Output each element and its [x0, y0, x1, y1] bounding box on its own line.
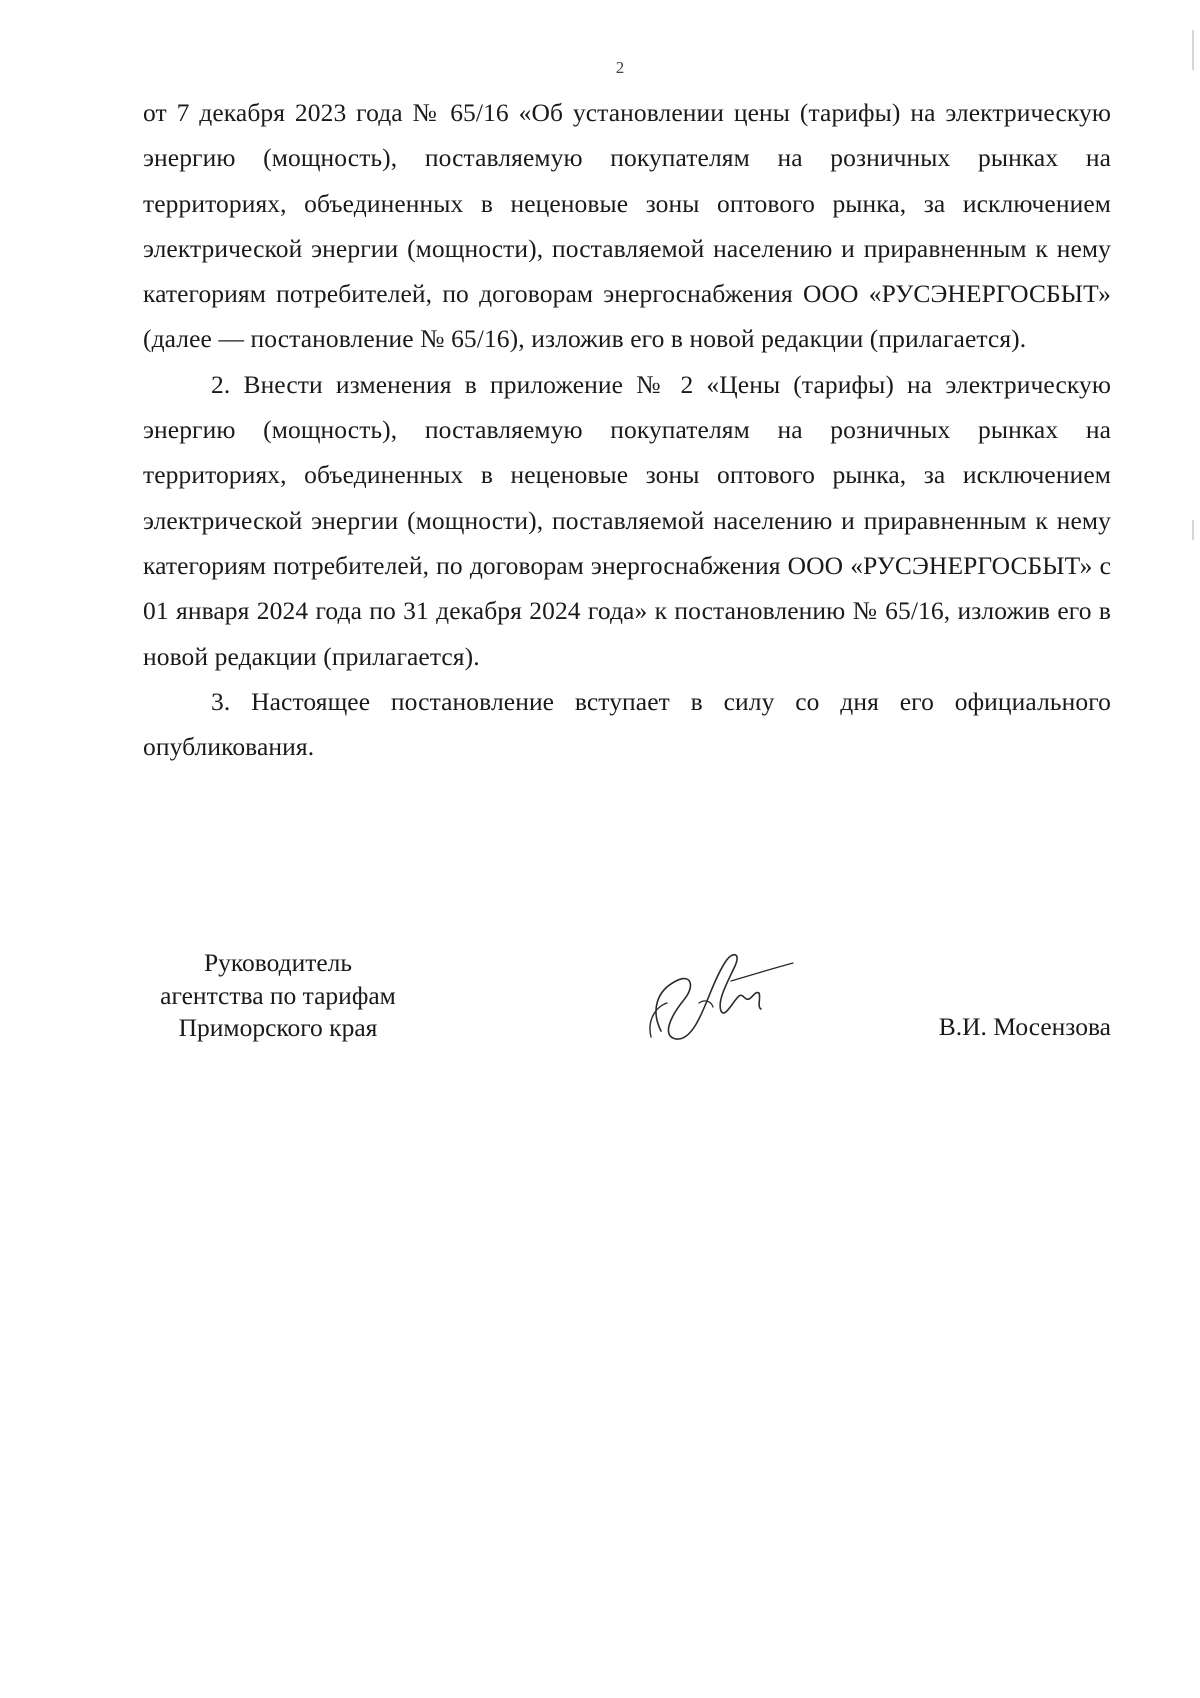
handwritten-signature-image: [621, 941, 801, 1051]
page-number: 2: [615, 58, 625, 77]
signer-title-line: агентства по тарифам: [160, 980, 396, 1010]
document-body: [143, 90, 1111, 769]
signer-name: В.И. Мосензова: [938, 1012, 1111, 1041]
paragraph-continuation: от 7 декабря 2023 года № 65/16 «Об установлении цены (тарифы) на электрическую энергию (мощность), поставляемую покупателям на розничных рынках на территориях, объединенных в неценовые зоны оптового рынка, за исключением электрической энергии (мощности), поставляемой населению и приравненным к нему категориям потребителей, по договорам энергоснабжения ООО «РУСЭНЕРГОСБЫТ» (далее — постановление № 65/16), изложив его в новой редакции (прилагается).: [143, 98, 1111, 354]
signer-title-line: Руководитель: [203, 948, 353, 977]
paragraph-item-2: 2. Внести изменения в приложение № 2 «Цены (тарифы) на электрическую энергию (мощность), поставляемую покупателям на розничных рынках на территориях, объединенных в неценовые зоны оптового рынка, за исключением электрической энергии (мощности), поставляемой населению и приравненным к нему категориям потребителей, по договорам энергоснабжения ООО «РУСЭНЕРГОСБЫТ» с 01 января 2024 года по 31 декабря 2024 года» к постановлению № 65/16, изложив его в новой редакции (прилагается).: [143, 369, 1111, 671]
paragraph-item-3: 3. Настоящее постановление вступает в силу со дня его официального опубликования.: [143, 686, 1111, 762]
scan-edge-mark: [1192, 520, 1194, 540]
signer-title: [143, 947, 413, 1045]
signature-block: [143, 947, 1111, 1067]
signer-title-line: Приморского края: [178, 1013, 378, 1042]
